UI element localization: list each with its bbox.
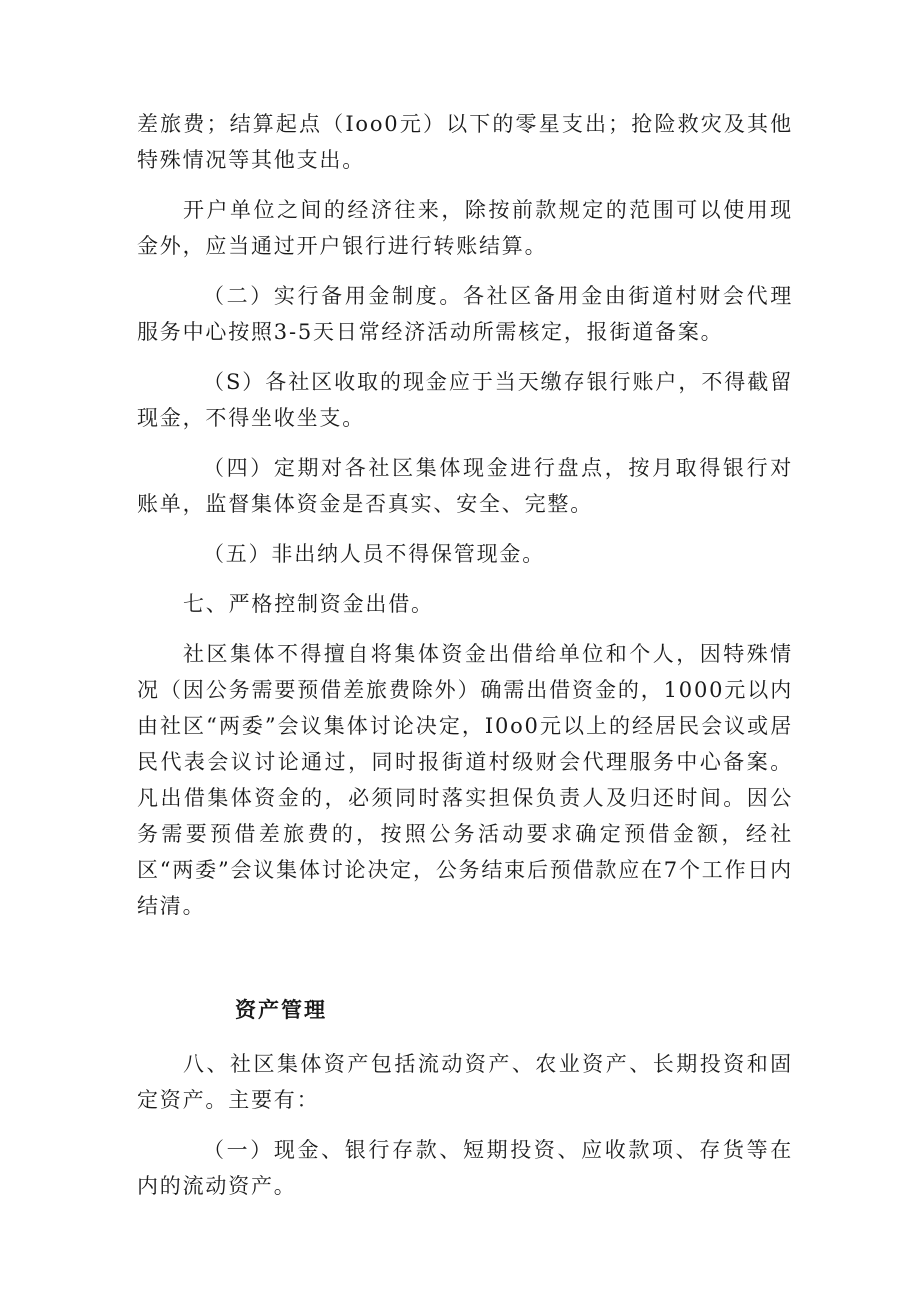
- paragraph-cashier-only: （五）非出纳人员不得保管现金。: [203, 542, 545, 566]
- paragraph-cash-deposit: （S）各社区收取的现金应于当天缴存银行账户，不得截留现金，不得坐收坐支。: [137, 370, 793, 430]
- paragraph-petty-cash: （二）实行备用金制度。各社区备用金由街道村财会代理服务中心按照3-5天日常经济活动所需核定，报街道备案。: [137, 284, 793, 344]
- paragraph-cash-count: （四）定期对各社区集体现金进行盘点，按月取得银行对账单，监督集体资金是否真实、安全、完整。: [137, 456, 793, 516]
- section-heading: 资产管理: [235, 998, 327, 1022]
- paragraph-travel-expenses: 差旅费；结算起点（Ioo0元）以下的零星支出；抢险救灾及其他特殊情况等其他支出。: [137, 112, 793, 172]
- paragraph-current-assets: （一）现金、银行存款、短期投资、应收款项、存货等在内的流动资产。: [137, 1138, 793, 1198]
- paragraph-lending-rules: 社区集体不得擅自将集体资金出借给单位和个人，因特殊情况（因公务需要预借差旅费除外）确需出借资金的，1000元以内由社区“两委”会议集体讨论决定，I0o0元以上的经居民会议或居民代表会议讨论通过，同时报街道村级财会代理服务中心备案。凡出借集体资金的，必须同时落实担保负责人及归还时间。因公务需要预借差旅费的，按照公务活动要求确定预借金额，经社区“两委”会议集体讨论决定，公务结束后预借款应在7个工作日内结清。: [137, 642, 793, 918]
- paragraph-item-eight: 八、社区集体资产包括流动资产、农业资产、长期投资和固定资产。主要有：: [137, 1052, 793, 1112]
- document-page: [137, 106, 793, 1218]
- paragraph-item-seven: 七、严格控制资金出借。: [183, 592, 434, 616]
- paragraph-account-transfers: 开户单位之间的经济往来，除按前款规定的范围可以使用现金外，应当通过开户银行进行转账结算。: [137, 198, 793, 258]
